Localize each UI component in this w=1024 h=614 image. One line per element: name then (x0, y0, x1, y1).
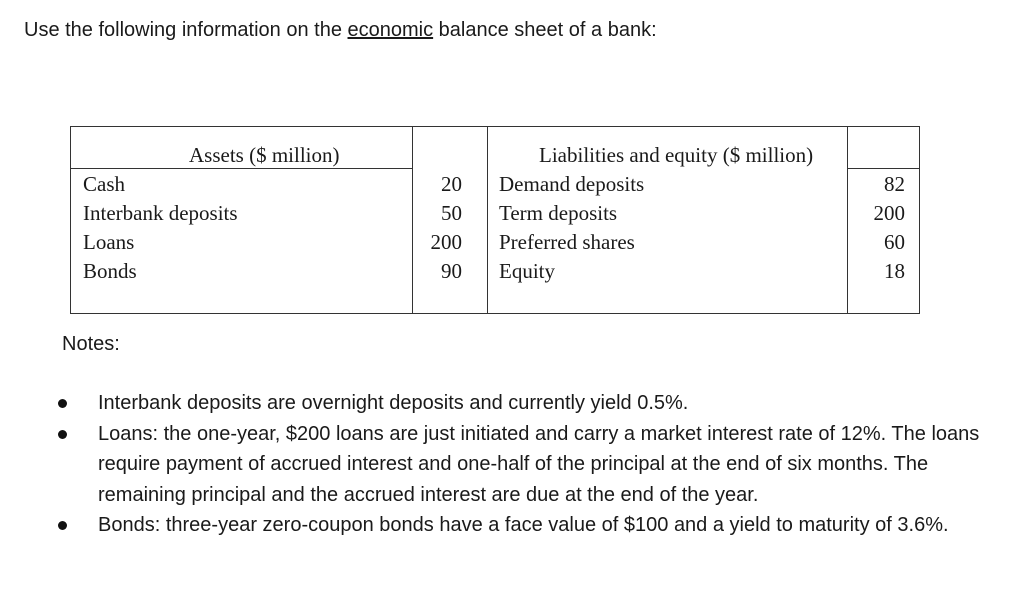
asset-label: Interbank deposits (83, 201, 238, 225)
asset-value: 50 (441, 201, 462, 225)
notes-list (58, 388, 1008, 541)
liabilities-values-header-rule (847, 168, 920, 169)
notes-title: Notes: (62, 333, 120, 355)
bullet-icon (58, 399, 67, 408)
intro-before: Use the following information on the (24, 19, 348, 41)
note-text: Bonds: three-year zero-coupon bonds have a face value of $100 and a yield to maturity of 3.6%. (98, 514, 949, 536)
intro-after: balance sheet of a bank: (433, 19, 657, 41)
liability-label: Preferred shares (499, 230, 635, 254)
asset-label: Bonds (83, 259, 137, 283)
liabilities-header: Liabilities and equity ($ million) (539, 143, 814, 167)
liability-label: Equity (499, 259, 555, 283)
liabilities-labels (499, 170, 644, 286)
bullet-icon (58, 430, 67, 439)
asset-value: 20 (441, 172, 462, 196)
liability-label: Demand deposits (499, 172, 645, 196)
note-item (58, 419, 1008, 511)
bullet-icon (58, 521, 67, 530)
asset-label: Loans (83, 230, 135, 254)
liability-value: 82 (884, 172, 905, 196)
liabilities-values (847, 170, 905, 286)
note-text: Interbank deposits are overnight deposits and currently yield 0.5%. (98, 392, 689, 414)
liability-value: 18 (884, 259, 905, 283)
note-item (58, 388, 1008, 419)
assets-labels (83, 170, 238, 286)
asset-label: Cash (83, 172, 125, 196)
balance-sheet-table (70, 126, 920, 314)
asset-value: 90 (441, 259, 462, 283)
note-text: Loans: the one-year, $200 loans are just initiated and carry a market interest rate of 12%. The loans require payment of accrued interest and one-half of the principal at the end of six months. The remaining principal and the accrued interest are due at the end of the year. (98, 422, 980, 506)
assets-values (412, 170, 462, 286)
asset-value: 200 (430, 230, 462, 254)
liability-value: 200 (873, 201, 905, 225)
intro-text (24, 16, 657, 44)
assets-header: Assets ($ million) (189, 143, 340, 167)
liability-value: 60 (884, 230, 905, 254)
intro-emphasis: economic (347, 19, 434, 41)
divider-assets-liabilities (487, 127, 488, 313)
liability-label: Term deposits (499, 201, 618, 225)
note-item (58, 510, 1008, 541)
